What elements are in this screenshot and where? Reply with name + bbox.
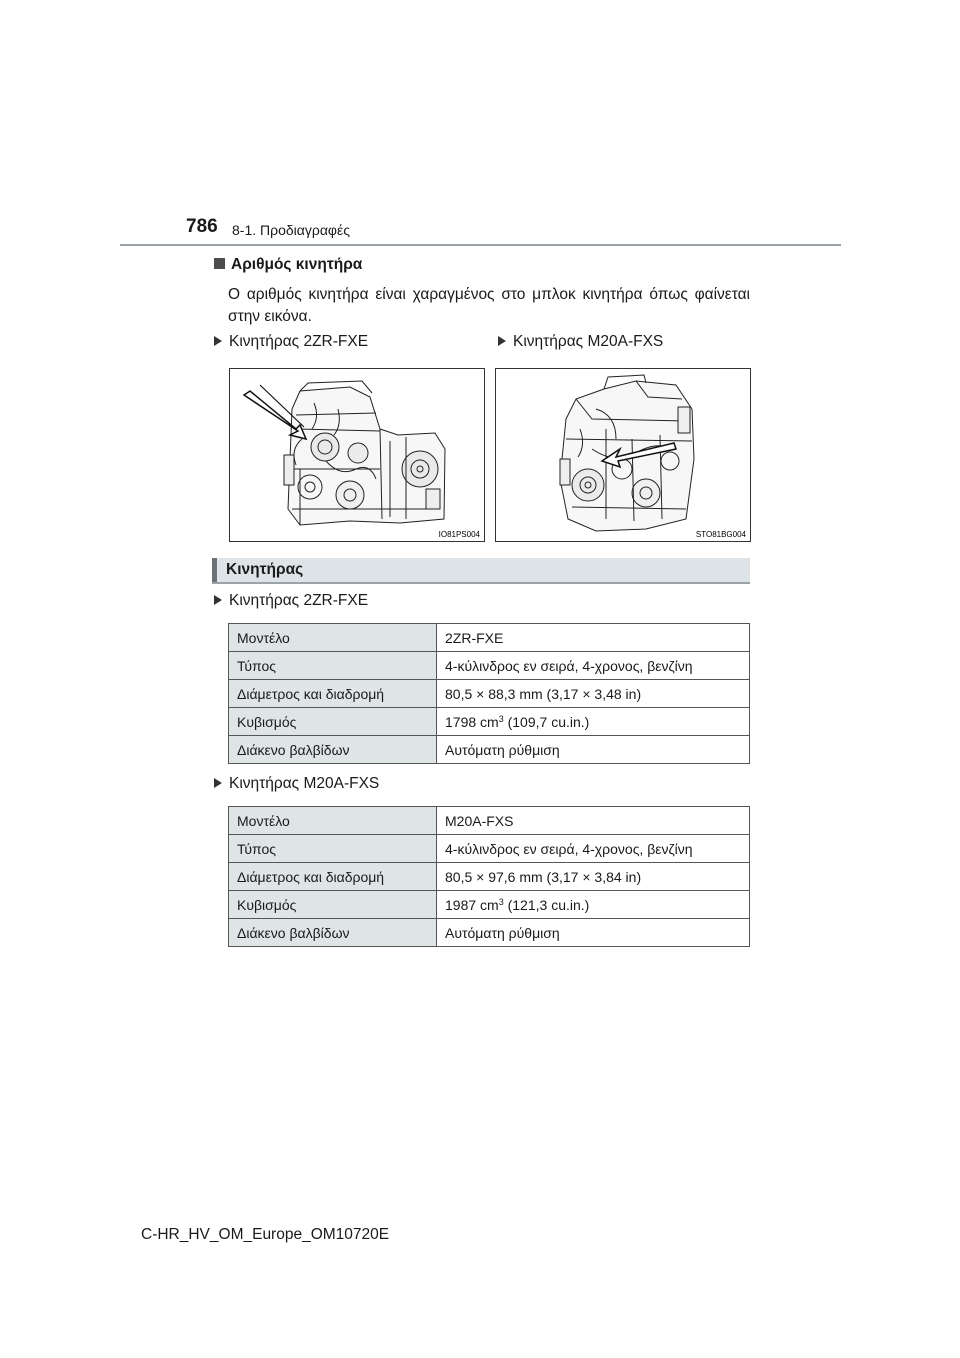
figure-caption-2zr-text: Κινητήρας 2ZR-FXE [229,333,369,350]
section-marker [212,558,217,582]
header-divider [120,244,841,246]
engine-number-heading-text: Αριθμός κινητήρα [231,256,363,273]
triangle-bullet-icon [498,336,506,346]
row-label: Μοντέλο [229,807,437,835]
displacement-value: 1987 cm [445,896,499,913]
engine-2zr-illustration [229,368,485,542]
table-row [229,919,750,947]
square-bullet-icon [214,258,225,269]
table-row [229,863,750,891]
page-number: 786 [186,216,218,237]
table-row [229,835,750,863]
figure-caption-m20a-text: Κινητήρας M20A-FXS [513,333,664,350]
row-label: Διάμετρος και διαδρομή [229,680,437,708]
figure-caption-m20a [498,333,663,351]
displacement-imperial: (109,7 cu.in.) [503,713,590,730]
row-label: Διάμετρος και διαδρομή [229,863,437,891]
engine-m20a-illustration [495,368,751,542]
engine-section-title: Κινητήρας [226,561,304,578]
triangle-bullet-icon [214,336,222,346]
table-caption-m20a-text: Κινητήρας M20A-FXS [229,775,380,792]
section-title: 8-1. Προδιαγραφές [232,222,350,238]
displacement-exponent: 3 [498,896,504,907]
row-value: M20A-FXS [437,807,750,835]
row-label: Διάκενο βαλβίδων [229,736,437,764]
table-row [229,891,750,919]
row-label: Τύπος [229,835,437,863]
row-label: Τύπος [229,652,437,680]
row-value: Αυτόματη ρύθμιση [437,736,750,764]
row-label: Κυβισμός [229,708,437,736]
row-label: Μοντέλο [229,624,437,652]
figure-caption-2zr [214,333,368,351]
table-row [229,652,750,680]
engine-number-heading [214,256,362,274]
table-row [229,680,750,708]
table-caption-m20a [214,775,379,793]
document-id: C-HR_HV_OM_Europe_OM10720E [141,1226,390,1243]
row-value: 2ZR-FXE [437,624,750,652]
row-value [437,891,750,919]
table-row [229,624,750,652]
spec-table-2zr [228,623,750,764]
displacement-imperial: (121,3 cu.in.) [503,896,590,913]
engine-m20a-drawing [496,369,750,541]
triangle-bullet-icon [214,595,222,605]
figure-code-m20a: STO81BG004 [695,530,746,539]
figure-code-2zr: IO81PS004 [438,530,480,539]
spec-table-m20a [228,806,750,947]
displacement-value: 1798 cm [445,713,499,730]
table-row [229,807,750,835]
engine-2zr-drawing [230,369,484,541]
row-label: Κυβισμός [229,891,437,919]
table-caption-2zr [214,592,368,610]
row-value: 80,5 × 97,6 mm (3,17 × 3,84 in) [437,863,750,891]
engine-section-header [212,558,750,584]
row-label: Διάκενο βαλβίδων [229,919,437,947]
table-caption-2zr-text: Κινητήρας 2ZR-FXE [229,592,369,609]
table-row [229,708,750,736]
row-value: 80,5 × 88,3 mm (3,17 × 3,48 in) [437,680,750,708]
engine-number-description: Ο αριθμός κινητήρα είναι χαραγμένος στο μπλοκ κινητήρα όπως φαίνεται στην εικόνα. [228,286,750,325]
displacement-exponent: 3 [498,713,504,724]
row-value: Αυτόματη ρύθμιση [437,919,750,947]
triangle-bullet-icon [214,778,222,788]
row-value: 4-κύλινδρος εν σειρά, 4-χρονος, βενζίνη [437,835,750,863]
table-row [229,736,750,764]
row-value [437,708,750,736]
row-value: 4-κύλινδρος εν σειρά, 4-χρονος, βενζίνη [437,652,750,680]
